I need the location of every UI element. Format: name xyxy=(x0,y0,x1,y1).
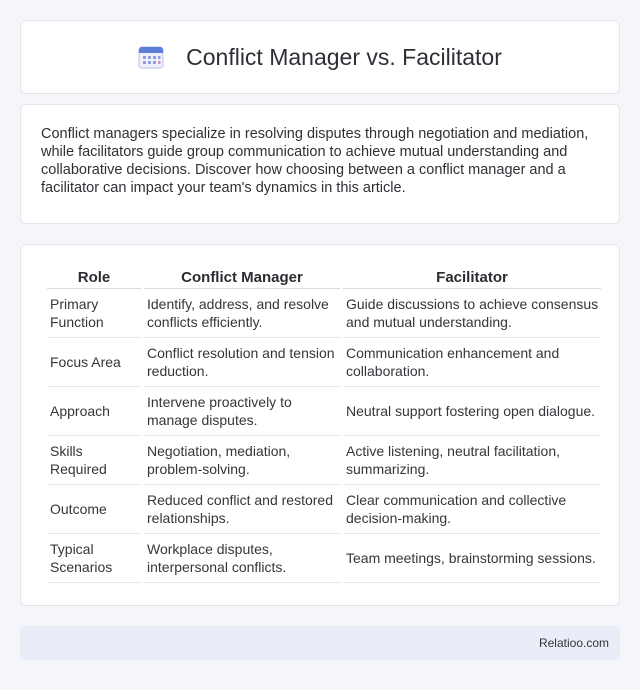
row-label: Outcome xyxy=(47,485,141,534)
table-row xyxy=(47,485,601,534)
facilitator-cell: Team meetings, brainstorming sessions. xyxy=(343,534,601,583)
conflict-manager-cell: Reduced conflict and restored relationships. xyxy=(144,485,340,534)
row-label: Skills Required xyxy=(47,436,141,485)
calendar-icon xyxy=(138,45,164,69)
table-row xyxy=(47,338,601,387)
conflict-manager-cell: Negotiation, mediation, problem-solving. xyxy=(144,436,340,485)
table-row xyxy=(47,387,601,436)
conflict-manager-cell: Conflict resolution and tension reduction. xyxy=(144,338,340,387)
row-label: Approach xyxy=(47,387,141,436)
table-row xyxy=(47,436,601,485)
row-label: Primary Function xyxy=(47,289,141,338)
title-card xyxy=(20,20,620,94)
table-row xyxy=(47,534,601,583)
comparison-table xyxy=(44,263,604,583)
row-label: Focus Area xyxy=(47,338,141,387)
row-label: Typical Scenarios xyxy=(47,534,141,583)
footer-brand: Relatioo.com xyxy=(538,636,609,650)
facilitator-cell: Communication enhancement and collaboration. xyxy=(343,338,601,387)
facilitator-cell: Clear communication and collective decision-making. xyxy=(343,485,601,534)
footer xyxy=(20,626,620,660)
header-conflict-manager: Conflict Manager xyxy=(144,263,340,289)
comparison-card xyxy=(20,244,620,606)
header-facilitator: Facilitator xyxy=(343,263,601,289)
conflict-manager-cell: Identify, address, and resolve conflicts efficiently. xyxy=(144,289,340,338)
facilitator-cell: Active listening, neutral facilitation, summarizing. xyxy=(343,436,601,485)
header-role: Role xyxy=(47,263,141,289)
page-title: Conflict Manager vs. Facilitator xyxy=(186,43,502,70)
intro-text: Conflict managers specialize in resolving disputes through negotiation and mediation, while facilitators guide group communication to achieve mutual understanding and collaborative decisions. Discover how choosing between a conflict manager and a facilitator can impact your team's dynamics in this article. xyxy=(41,126,589,196)
conflict-manager-cell: Workplace disputes, interpersonal conflicts. xyxy=(144,534,340,583)
table-row xyxy=(47,289,601,338)
facilitator-cell: Neutral support fostering open dialogue. xyxy=(343,387,601,436)
facilitator-cell: Guide discussions to achieve consensus and mutual understanding. xyxy=(343,289,601,338)
intro-card xyxy=(20,104,620,224)
conflict-manager-cell: Intervene proactively to manage disputes. xyxy=(144,387,340,436)
table-header-row xyxy=(47,263,601,289)
